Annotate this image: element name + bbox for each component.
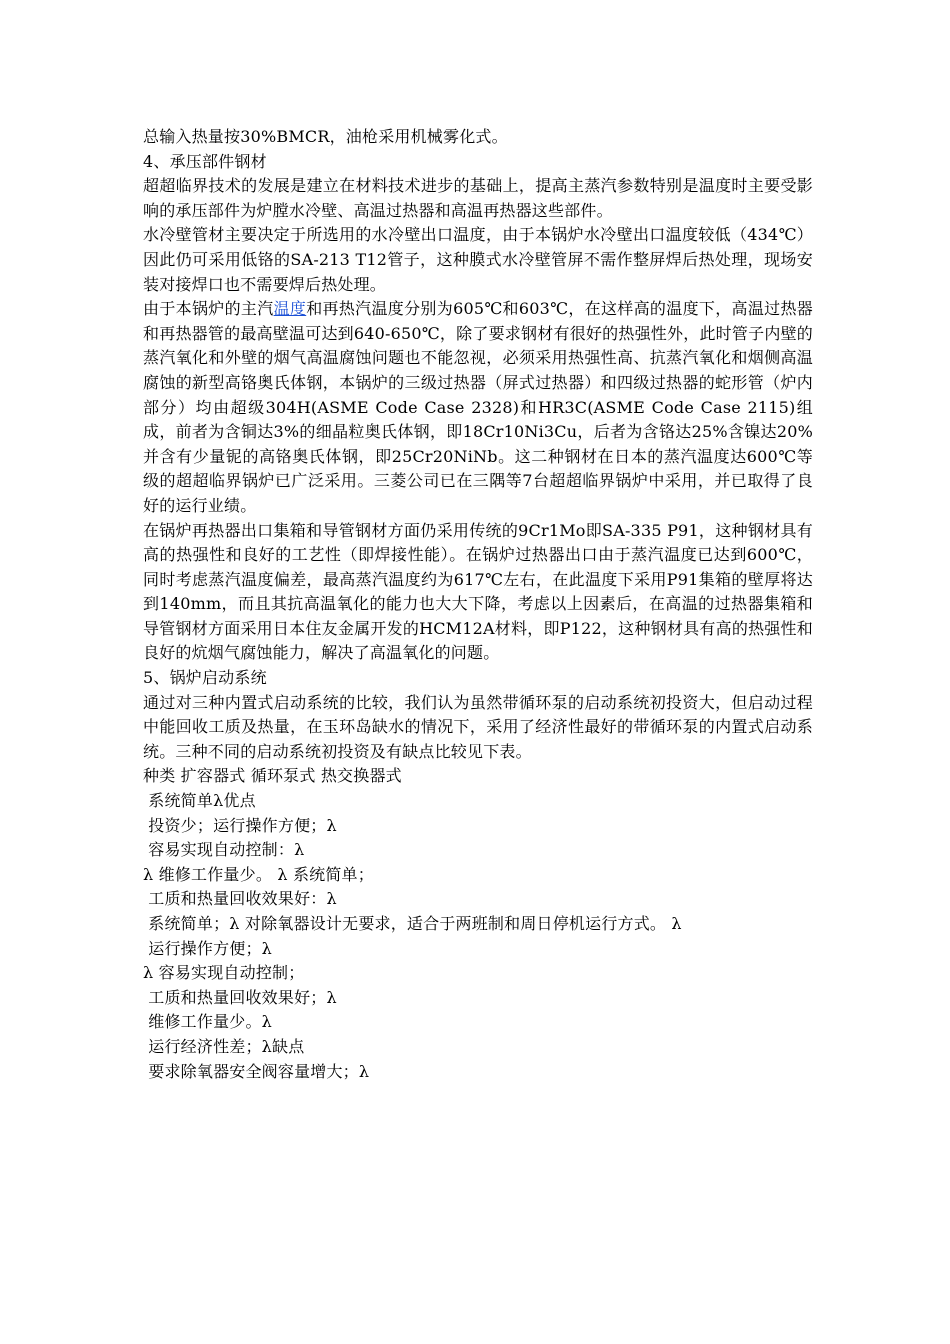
- table-text-line: 容易实现自动控制：λ: [143, 840, 305, 860]
- table-text-line: 工质和热量回收效果好：λ: [143, 889, 337, 909]
- document-body: [143, 125, 813, 1084]
- paragraph-header-steel: 在锅炉再热器出口集箱和导管钢材方面仍采用传统的9Cr1Mo即SA-335 P91，这种钢材具有高的热强性和良好的工艺性（即焊接性能）。在锅炉过热器出口由于蒸汽温度已达到600℃，同时考虑蒸汽温度偏差，最高蒸汽温度约为617℃左右，在此温度下采用P91集箱的壁厚将达到140mm，而且其抗高温氧化的能力也大大下降，考虑以上因素后，在高温的过热器集箱和导管钢材方面采用日本住友金属开发的HCM12A材料，即P122，这种钢材具有高的热强性和良好的炕烟气腐蚀能力，解决了高温氧化的问题。: [143, 520, 813, 663]
- paragraph-superheater-start: 由于本锅炉的主汽: [143, 299, 274, 319]
- table-header-row: 种类 扩容器式 循环泵式 热交换器式: [143, 766, 402, 786]
- table-text-line: λ 维修工作量少。 λ 系统简单；: [143, 864, 374, 884]
- paragraph-waterwall: 水冷壁管材主要决定于所选用的水冷壁出口温度，由于本锅炉水冷壁出口温度较低（434℃）因此仍可采用低铬的SA-213 T12管子，这种膜式水冷壁管屏不需作整屏焊后热处理，现场安装对接焊口也不需要焊后热处理。: [143, 225, 813, 294]
- table-text-line: 系统简单λ优点: [143, 791, 256, 811]
- paragraph-superheater: [143, 297, 813, 518]
- paragraph-startup-comparison: 通过对三种内置式启动系统的比较，我们认为虽然带循环泵的启动系统初投资大，但启动过程中能回收工质及热量，在玉环岛缺水的情况下，采用了经济性最好的带循环泵的内置式启动系统。三种不同的启动系统初投资及有缺点比较见下表。: [143, 692, 813, 761]
- table-text-line: 维修工作量少。λ: [143, 1012, 273, 1032]
- text-line-fuel-input: 总输入热量按30%BMCR，油枪采用机械雾化式。: [143, 127, 508, 146]
- table-text-line: 系统简单；λ 对除氧器设计无要求，适合于两班制和周日停机运行方式。 λ: [143, 914, 682, 933]
- section-heading-startup-system: 5、锅炉启动系统: [143, 668, 267, 688]
- paragraph-superheater-rest: 和再热汽温度分别为605℃和603℃，在这样高的温度下，高温过热器和再热器管的最高壁温可达到640-650℃，除了要求钢材有很好的热强性外，此时管子内壁的蒸汽氧化和外壁的烟气高温腐蚀问题也不能忽视，必须采用热强性高、抗蒸汽氧化和烟侧高温腐蚀的新型高铬奥氏体钢，本锅炉的三级过热器（屏式过热器）和四级过热器的蛇形管（炉内部分）均由超级304H(ASME Code Case 2328)和HR3C(ASME Code Case 2115)组成，前者为含铜达3%的细晶粒奥氏体钢，即18Cr10Ni3Cu，后者为含铬达25%含镍达20%并含有少量铌的高铬奥氏体钢，即25Cr20NiNb。这二种钢材在日本的蒸汽温度达600℃等级的超超临界锅炉已广泛采用。三菱公司已在三隅等7台超超临界锅炉中采用，并已取得了良好的运行业绩。: [143, 299, 813, 515]
- table-text-line: 投资少；运行操作方便；λ: [143, 815, 337, 835]
- paragraph-materials-intro: 超超临界技术的发展是建立在材料技术进步的基础上，提高主蒸汽参数特别是温度时主要受影响的承压部件为炉膛水冷壁、高温过热器和高温再热器这些部件。: [143, 176, 813, 220]
- table-text-line: 运行操作方便；λ: [143, 938, 273, 958]
- table-text-line: 工质和热量回收效果好；λ: [143, 987, 337, 1007]
- table-text-line: λ 容易实现自动控制；: [143, 963, 305, 983]
- temperature-link[interactable]: 温度: [273, 299, 307, 319]
- table-text-line: 要求除氧器安全阀容量增大；λ: [143, 1061, 370, 1081]
- table-text-line: 运行经济性差；λ缺点: [143, 1036, 305, 1056]
- section-heading-pressure-parts: 4、承压部件钢材: [143, 151, 267, 171]
